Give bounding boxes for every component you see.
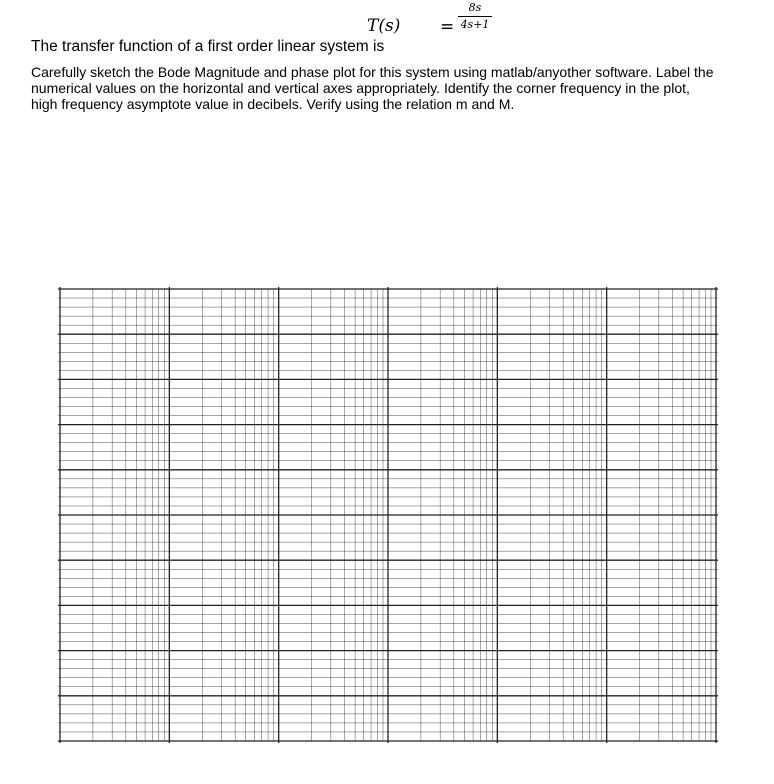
grid-lines [58,287,718,743]
equals-sign: = [440,17,455,37]
fraction-denominator: 4s+1 [460,18,490,31]
instructions-line-1: Carefully sketch the Bode Magnitude and phase plot for this system using matlab/anyother software. Label the [31,64,714,80]
instructions-line-3: high frequency asymptote value in decibels. Verify using the relation m and M. [31,96,515,112]
transfer-function-lhs: T(s) [367,16,401,36]
question-prompt: The transfer function of a first order linear system is [31,38,385,55]
fraction-numerator: 8s [468,1,482,14]
instructions-line-2: numerical values on the horizontal and vertical axes appropriately. Identify the corner frequency in the plot, [31,80,690,96]
